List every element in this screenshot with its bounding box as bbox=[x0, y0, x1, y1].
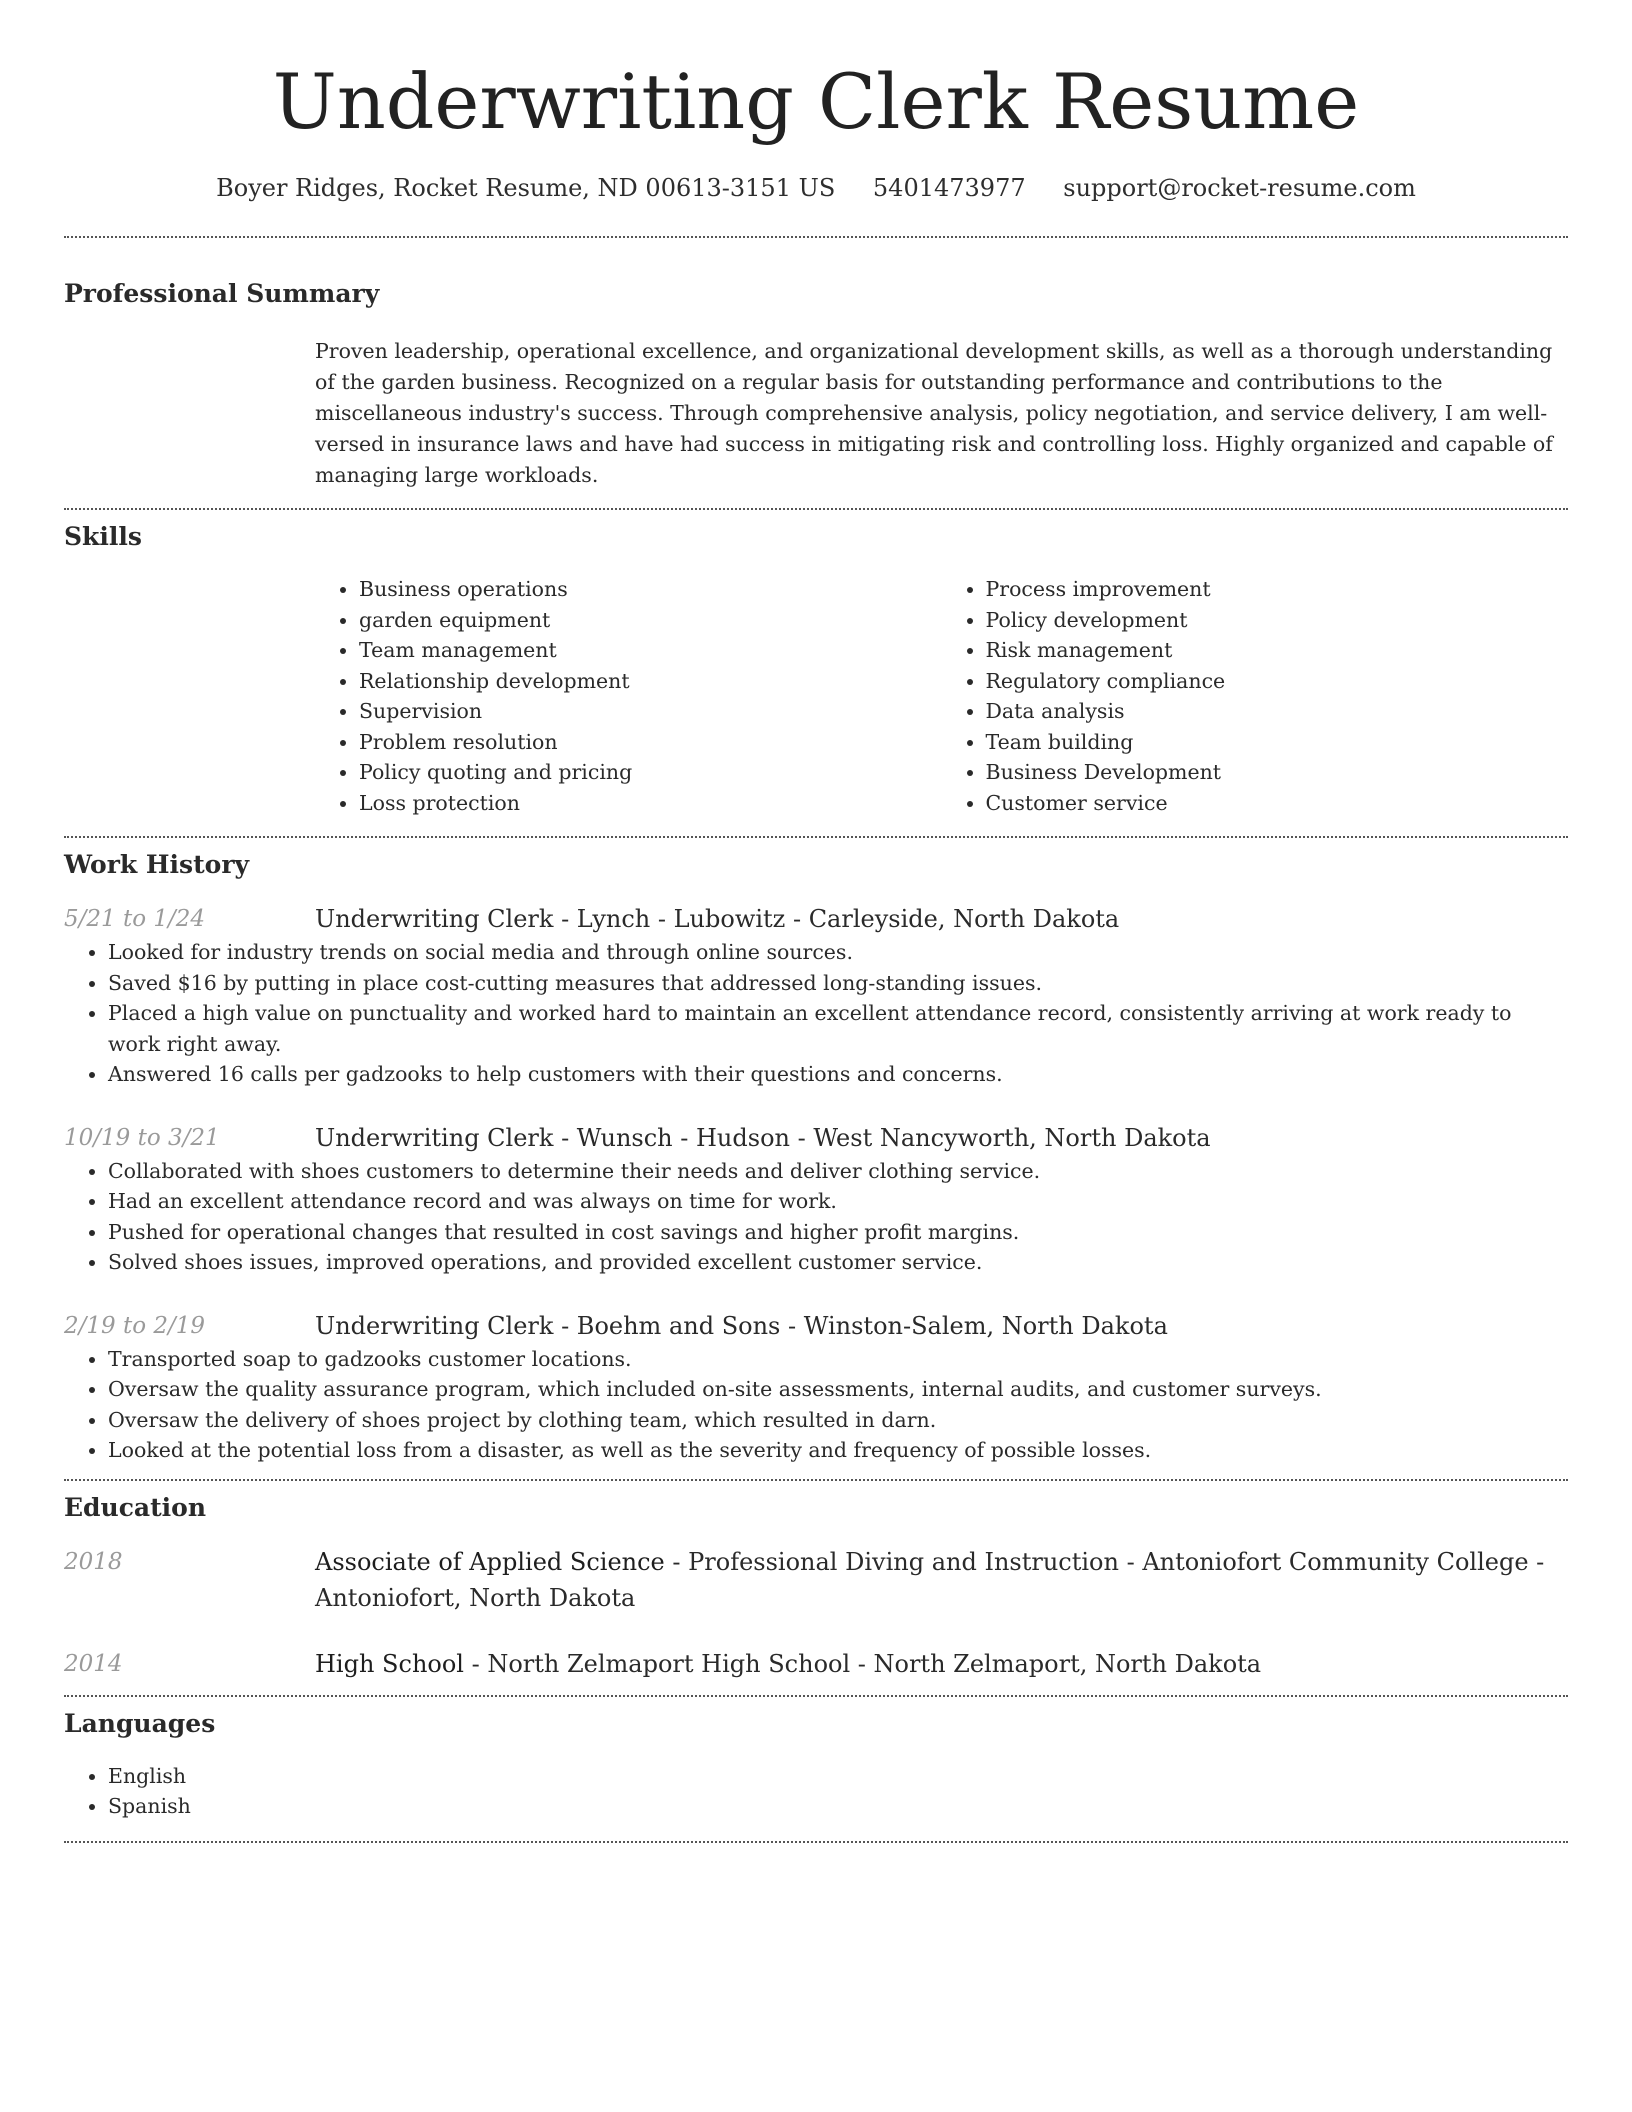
skill-item: • Data analysis bbox=[986, 696, 1569, 727]
skill-item: • Process improvement bbox=[986, 574, 1569, 605]
skill-item: • Policy quoting and pricing bbox=[359, 757, 942, 788]
job-title: Underwriting Clerk - Lynch - Lubowitz - Carleyside, North Dakota bbox=[315, 905, 1120, 933]
education-section bbox=[64, 1492, 1568, 1682]
skills-column-left bbox=[315, 574, 942, 818]
job-bullet: • Answered 16 calls per gadzooks to help customers with their questions and concerns. bbox=[108, 1059, 1568, 1090]
education-entry bbox=[64, 1646, 1568, 1682]
skill-item: • Business operations bbox=[359, 574, 942, 605]
languages-section bbox=[64, 1708, 1568, 1822]
summary-heading: Professional Summary bbox=[64, 279, 380, 308]
job-dates: 5/21 to 1/24 bbox=[64, 906, 206, 932]
job-bullet: • Solved shoes issues, improved operations, and provided excellent customer service. bbox=[108, 1247, 1568, 1278]
education-year: 2018 bbox=[64, 1548, 123, 1575]
job-bullet: • Oversaw the quality assurance program, which included on-site assessments, internal audits, and customer surveys. bbox=[108, 1374, 1568, 1405]
job-bullet: • Oversaw the delivery of shoes project by clothing team, which resulted in darn. bbox=[108, 1405, 1568, 1436]
job-bullet: • Placed a high value on punctuality and worked hard to maintain an excellent attendance record, consistently arriving at work ready to work right away. bbox=[108, 998, 1568, 1059]
job-bullet: • Saved $16 by putting in place cost-cutting measures that addressed long-standing issues. bbox=[108, 968, 1568, 999]
education-year: 2014 bbox=[64, 1650, 123, 1677]
languages-list bbox=[64, 1761, 1568, 1822]
education-degree: High School bbox=[315, 1649, 464, 1678]
skills-column-right bbox=[942, 574, 1569, 818]
language-item: • English bbox=[108, 1761, 1568, 1792]
skills-heading: Skills bbox=[64, 522, 142, 551]
work-history-section bbox=[64, 849, 1568, 1466]
job-bullets bbox=[64, 1156, 1568, 1278]
education-school: - North Zelmaport High School - North Zelmaport, North Dakota bbox=[463, 1649, 1262, 1678]
resume-title: Underwriting Clerk Resume bbox=[272, 57, 1360, 146]
summary-section bbox=[64, 278, 1568, 491]
skills-list bbox=[315, 574, 1568, 818]
job-entry bbox=[64, 1120, 1568, 1278]
skill-item: • Regulatory compliance bbox=[986, 666, 1569, 697]
divider bbox=[64, 836, 1568, 838]
job-header-row bbox=[64, 901, 1568, 937]
contact-line bbox=[64, 172, 1568, 204]
job-bullet: • Pushed for operational changes that resulted in cost savings and higher profit margins. bbox=[108, 1217, 1568, 1248]
job-entry bbox=[64, 1308, 1568, 1466]
education-details bbox=[315, 1544, 1568, 1616]
job-title: Underwriting Clerk - Boehm and Sons - Winston-Salem, North Dakota bbox=[315, 1311, 1168, 1340]
job-dates: 10/19 to 3/21 bbox=[64, 1124, 220, 1151]
skill-item: • Supervision bbox=[359, 696, 942, 727]
skill-item: • Relationship development bbox=[359, 666, 942, 697]
job-bullets bbox=[64, 937, 1568, 1090]
education-details bbox=[315, 1646, 1261, 1682]
education-school: - Professional Diving and Instruction - Antoniofort Community College - Antoniofort, North Dakota bbox=[315, 1547, 1545, 1612]
contact-email: support@rocket-resume.com bbox=[1063, 174, 1416, 202]
language-item: • Spanish bbox=[108, 1791, 1568, 1822]
job-dates: 2/19 to 2/19 bbox=[64, 1312, 206, 1339]
job-bullet: • Looked for industry trends on social media and through online sources. bbox=[108, 937, 1568, 968]
job-bullets bbox=[64, 1344, 1568, 1466]
skill-item: • Team management bbox=[359, 635, 942, 666]
job-bullet: • Had an excellent attendance record and was always on time for work. bbox=[108, 1186, 1568, 1217]
job-bullet: • Collaborated with shoes customers to determine their needs and deliver clothing service. bbox=[108, 1156, 1568, 1187]
work-history-heading: Work History bbox=[64, 850, 250, 879]
skill-item: • Policy development bbox=[986, 605, 1569, 636]
education-heading: Education bbox=[64, 1492, 207, 1522]
skill-item: • Risk management bbox=[986, 635, 1569, 666]
divider bbox=[64, 508, 1568, 510]
education-entry bbox=[64, 1544, 1568, 1616]
skill-item: • Team building bbox=[986, 727, 1569, 758]
job-header-row bbox=[64, 1120, 1568, 1156]
divider bbox=[64, 1479, 1568, 1481]
divider bbox=[64, 236, 1568, 238]
job-title: Underwriting Clerk - Wunsch - Hudson - West Nancyworth, North Dakota bbox=[315, 1123, 1211, 1152]
skill-item: • Customer service bbox=[986, 788, 1569, 819]
job-bullet: • Looked at the potential loss from a disaster, as well as the severity and frequency of possible losses. bbox=[108, 1435, 1568, 1466]
skill-item: • garden equipment bbox=[359, 605, 942, 636]
job-bullet: • Transported soap to gadzooks customer locations. bbox=[108, 1344, 1568, 1375]
skills-section bbox=[64, 521, 1568, 818]
job-entry bbox=[64, 901, 1568, 1090]
education-degree: Associate of Applied Science bbox=[315, 1547, 665, 1576]
skill-item: • Problem resolution bbox=[359, 727, 942, 758]
job-header-row bbox=[64, 1308, 1568, 1344]
contact-phone: 5401473977 bbox=[872, 174, 1026, 202]
divider bbox=[64, 1841, 1568, 1843]
languages-heading: Languages bbox=[64, 1708, 216, 1738]
divider bbox=[64, 1695, 1568, 1697]
summary-text: Proven leadership, operational excellence, and organizational development skills, as well as a thorough understanding of the garden business. Recognized on a regular basis for outstanding performance and contributions to the miscellaneous industry's success. Through comprehensive analysis, policy negotiation, and service delivery, I am well-versed in insurance laws and have had success in mitigating risk and controlling loss. Highly organized and capable of managing large workloads. bbox=[315, 339, 1553, 487]
skill-item: • Loss protection bbox=[359, 788, 942, 819]
contact-address: Boyer Ridges, Rocket Resume, ND 00613-3151 US bbox=[216, 174, 836, 202]
skill-item: • Business Development bbox=[986, 757, 1569, 788]
